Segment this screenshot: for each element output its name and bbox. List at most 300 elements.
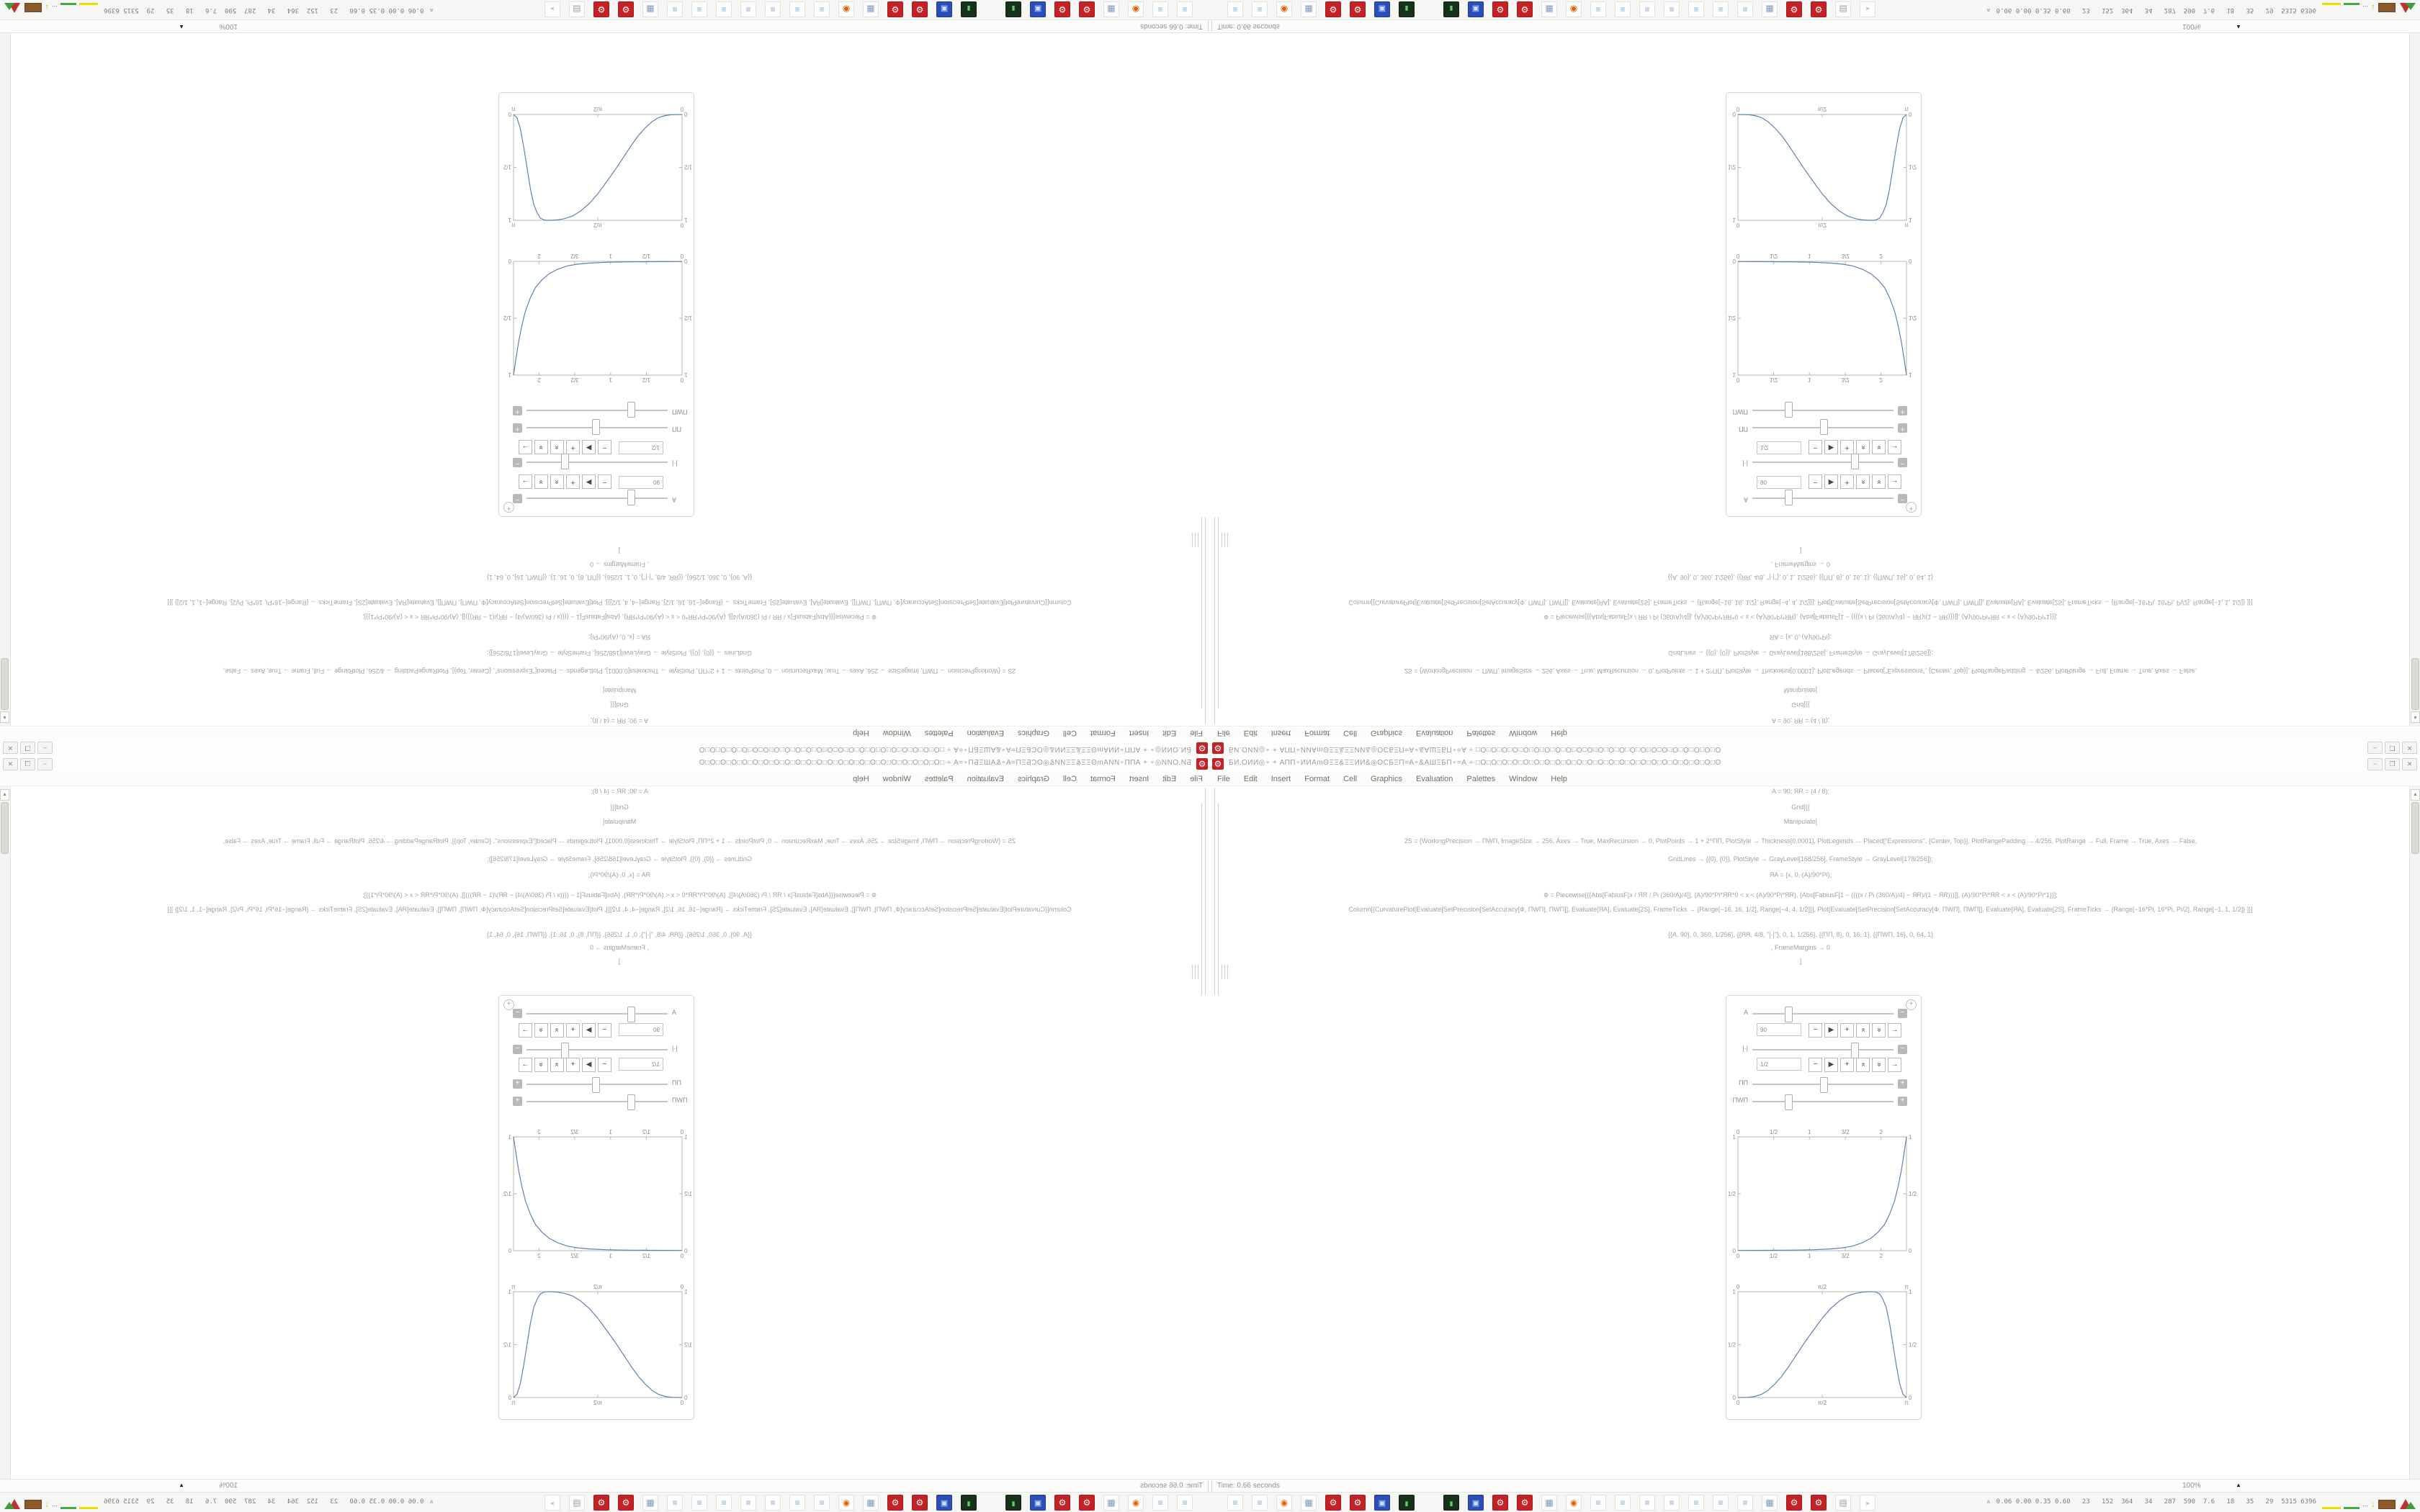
- collapse-toggle[interactable]: −: [513, 1009, 522, 1018]
- text-editor-icon[interactable]: [1252, 1, 1268, 17]
- value-field-r[interactable]: 1/2: [1757, 1058, 1801, 1071]
- terminal-icon[interactable]: [1399, 1495, 1415, 1511]
- text-editor-icon[interactable]: [1664, 1, 1680, 17]
- firefox-icon[interactable]: [1566, 1495, 1582, 1511]
- mathematica-icon[interactable]: [1517, 1495, 1533, 1511]
- calculator-icon[interactable]: [1541, 1, 1557, 17]
- firefox-icon[interactable]: [1566, 1, 1582, 17]
- cell-bracket[interactable]: [1195, 965, 1196, 979]
- mathematica-icon[interactable]: [887, 1, 903, 17]
- slider-nn[interactable]: [526, 1084, 668, 1085]
- expand-toggle[interactable]: +: [513, 423, 522, 433]
- menu-help[interactable]: Help: [853, 774, 869, 783]
- cell-group-bracket[interactable]: [1214, 788, 1215, 995]
- magnification-popup-icon[interactable]: ▲: [179, 1482, 184, 1488]
- slower-button[interactable]: «: [534, 440, 548, 454]
- decrement-button[interactable]: −: [1809, 440, 1822, 454]
- text-editor-icon[interactable]: [716, 1, 732, 17]
- menu-window[interactable]: Window: [882, 774, 911, 783]
- slider-thumb[interactable]: [1820, 419, 1828, 435]
- notebook-scrollbar[interactable]: [2409, 33, 2420, 726]
- text-editor-icon[interactable]: [740, 1, 756, 17]
- dock-separator[interactable]: [1423, 1495, 1435, 1509]
- terminal-icon[interactable]: [1443, 1, 1459, 17]
- decrement-button[interactable]: −: [598, 1058, 611, 1072]
- menu-cell[interactable]: Cell: [1343, 774, 1358, 783]
- faster-button[interactable]: «: [1856, 1058, 1870, 1072]
- chevron-icon[interactable]: «: [427, 1500, 435, 1504]
- calculator-icon[interactable]: [863, 1495, 879, 1511]
- cell-bracket[interactable]: [1227, 965, 1228, 979]
- text-editor-icon[interactable]: [1713, 1495, 1729, 1511]
- expand-toggle[interactable]: +: [1898, 1097, 1907, 1106]
- slider-thumb[interactable]: [1785, 1094, 1793, 1110]
- code-cell-line[interactable]: ]: [618, 547, 621, 554]
- slider-nwn[interactable]: [1752, 410, 1894, 411]
- menu-cell[interactable]: Cell: [1062, 774, 1077, 783]
- direction-button[interactable]: →: [519, 1058, 532, 1072]
- printer-icon[interactable]: [569, 1495, 585, 1511]
- play-button[interactable]: ▶: [582, 440, 596, 454]
- cell-group-bracket[interactable]: [1218, 517, 1219, 708]
- menu-file[interactable]: File: [1190, 774, 1203, 783]
- magnification-popup-icon[interactable]: ▲: [2236, 24, 2241, 30]
- text-editor-icon[interactable]: [1590, 1, 1606, 17]
- menu-cell[interactable]: Cell: [1062, 729, 1077, 738]
- text-editor-icon[interactable]: [1688, 1495, 1704, 1511]
- scrollbar-thumb[interactable]: [1, 658, 9, 710]
- code-cell-line[interactable]: GridLines → {{0}, {0}}, PlotStyle → GrayLevel[168/256], FrameStyle → GrayLevel[178/256]};: [487, 649, 752, 657]
- play-button[interactable]: ▶: [582, 1023, 596, 1038]
- play-button[interactable]: ▶: [582, 1058, 596, 1072]
- code-cell-line[interactable]: Ф = Piecewise[{{Abs[FabiusF[x / ЯR / Pi (360/A)/4]], (A)/90*Pi*ЯR*0 < x < (A)/90*Pi*ЯR}, {Abs[FabiusF[1 − ((((x / Pi (360/A)/4) − ЯR)/(1 − ЯR)))]], (A)/90*Pi*ЯR < x < (A)/90*Pi*1}}];: [362, 613, 877, 621]
- collapse-toggle[interactable]: −: [513, 458, 522, 467]
- decrement-button[interactable]: −: [1809, 1023, 1822, 1038]
- calculator-icon[interactable]: [1103, 1495, 1119, 1511]
- value-field-a[interactable]: 90: [619, 1023, 663, 1036]
- expand-toggle[interactable]: +: [1898, 406, 1907, 415]
- text-editor-icon[interactable]: [1639, 1, 1655, 17]
- text-editor-icon[interactable]: [789, 1, 805, 17]
- menu-window[interactable]: Window: [1509, 774, 1538, 783]
- manipulate-settings-icon[interactable]: +: [1906, 999, 1917, 1010]
- menu-evaluation[interactable]: Evaluation: [967, 774, 1004, 783]
- collapse-toggle[interactable]: −: [513, 1045, 522, 1054]
- code-cell-line[interactable]: Grid[{{: [1791, 804, 1810, 811]
- dock-separator[interactable]: [985, 1495, 997, 1509]
- close-button[interactable]: ✕: [2402, 742, 2417, 754]
- menu-graphics[interactable]: Graphics: [1017, 774, 1049, 783]
- increment-button[interactable]: +: [1840, 440, 1854, 454]
- text-editor-icon[interactable]: [1737, 1, 1753, 17]
- terminal-icon[interactable]: [961, 1, 977, 17]
- code-cell-line[interactable]: Manipulate[: [602, 687, 637, 694]
- direction-button[interactable]: →: [1888, 1023, 1901, 1038]
- menu-insert[interactable]: Insert: [1129, 774, 1150, 783]
- code-cell-line[interactable]: Grid[{{: [1791, 701, 1810, 708]
- text-editor-icon[interactable]: [691, 1, 707, 17]
- value-field-r[interactable]: 1/2: [1757, 441, 1801, 454]
- faster-button[interactable]: «: [550, 440, 564, 454]
- slider-thumb[interactable]: [627, 1094, 635, 1110]
- value-field-r[interactable]: 1/2: [619, 441, 663, 454]
- magnification-control[interactable]: 100%: [219, 1482, 238, 1490]
- code-cell-line[interactable]: Manipulate[: [1783, 687, 1818, 694]
- maximize-button[interactable]: ❐: [2385, 742, 2400, 754]
- text-editor-icon[interactable]: [1227, 1495, 1243, 1511]
- pointer-icon[interactable]: [1860, 1, 1876, 17]
- mathematica-icon[interactable]: [1079, 1495, 1095, 1511]
- menu-format[interactable]: Format: [1304, 729, 1330, 738]
- cell-bracket[interactable]: [1195, 533, 1196, 547]
- collapse-toggle[interactable]: −: [1898, 1009, 1907, 1018]
- text-editor-icon[interactable]: [765, 1495, 781, 1511]
- calculator-icon[interactable]: [1301, 1, 1317, 17]
- value-field-a[interactable]: 90: [1757, 476, 1801, 489]
- text-editor-icon[interactable]: [691, 1495, 707, 1511]
- increment-button[interactable]: +: [1840, 474, 1854, 489]
- cell-bracket[interactable]: [1192, 533, 1193, 547]
- scrollbar-thumb[interactable]: [2411, 658, 2419, 710]
- menu-evaluation[interactable]: Evaluation: [1416, 774, 1453, 783]
- magnification-control[interactable]: 100%: [2182, 1482, 2201, 1490]
- faster-button[interactable]: «: [1856, 1023, 1870, 1038]
- menu-file[interactable]: File: [1217, 774, 1230, 783]
- minimize-button[interactable]: −: [2367, 758, 2383, 770]
- code-cell-line[interactable]: A = 90; ЯR = (4 / 8);: [590, 717, 649, 724]
- increment-button[interactable]: +: [566, 1058, 580, 1072]
- cell-group-bracket[interactable]: [1201, 804, 1202, 995]
- terminal-icon[interactable]: [1005, 1, 1021, 17]
- slider-r[interactable]: [1752, 1049, 1894, 1050]
- minimize-button[interactable]: −: [2367, 742, 2383, 754]
- text-editor-icon[interactable]: [667, 1495, 683, 1511]
- magnification-control[interactable]: 100%: [2182, 22, 2201, 30]
- save-disk-icon[interactable]: [936, 1495, 952, 1511]
- mathematica-icon[interactable]: [593, 1495, 609, 1511]
- pointer-icon[interactable]: [1860, 1495, 1876, 1511]
- mathematica-icon[interactable]: [1811, 1495, 1827, 1511]
- minimize-button[interactable]: −: [37, 758, 53, 770]
- slower-button[interactable]: «: [1872, 440, 1886, 454]
- text-editor-icon[interactable]: [1177, 1, 1193, 17]
- text-editor-icon[interactable]: [1615, 1, 1631, 17]
- code-cell-line[interactable]: {{A, 90}, 0, 360, 1/256}, {{ЯR, 4/8, "|·|"}, 0, 1, 1/256}, {{ПП, 8}, 0, 16, 1}, {{ПWП, 16}, 0, 64, 1}: [1667, 931, 1934, 938]
- mathematica-icon[interactable]: [887, 1495, 903, 1511]
- increment-button[interactable]: +: [566, 1023, 580, 1038]
- firefox-icon[interactable]: [1128, 1495, 1144, 1511]
- slower-button[interactable]: «: [534, 1058, 548, 1072]
- mathematica-icon[interactable]: [1786, 1, 1802, 17]
- chevron-icon[interactable]: «: [427, 8, 435, 12]
- mathematica-icon[interactable]: [618, 1, 634, 17]
- text-editor-icon[interactable]: [814, 1, 830, 17]
- code-cell-line[interactable]: ]: [1799, 547, 1802, 554]
- code-cell-line[interactable]: Column[{CurvaturePlot[Evaluate[SetPrecision[SetAccuracy[Ф, ПWП], ПWП]], Evaluate[ЯA], Evaluate[2S], FrameTicks → {Range[−16, 16, 1/2], Range[−4, 4, 1/2]}], Plot[Evaluate[SetPrecision[SetAccuracy[Ф, ПWП], ПWП]], Evaluate[ЯA], Evaluate[2S], FrameTicks → {Range[−16*Pi, 16*Pi, Pi/2], Range[−1, 1, 1/2]} ]}]: [167, 599, 1072, 606]
- text-editor-icon[interactable]: [1713, 1, 1729, 17]
- pointer-icon[interactable]: [544, 1, 560, 17]
- code-cell-line[interactable]: , FrameMargins → 0: [589, 561, 650, 568]
- mathematica-icon[interactable]: [1054, 1495, 1070, 1511]
- calculator-icon[interactable]: [642, 1, 658, 17]
- mathematica-icon[interactable]: [1054, 1, 1070, 17]
- slower-button[interactable]: «: [534, 1023, 548, 1038]
- code-cell-line[interactable]: GridLines → {{0}, {0}}, PlotStyle → GrayLevel[168/256], FrameStyle → GrayLevel[178/256]};: [1668, 855, 1933, 863]
- decrement-button[interactable]: −: [598, 440, 611, 454]
- code-cell-line[interactable]: Ф = Piecewise[{{Abs[FabiusF[x / ЯR / Pi (360/A)/4]], (A)/90*Pi*ЯR*0 < x < (A)/90*Pi*ЯR}, {Abs[FabiusF[1 − ((((x / Pi (360/A)/4) − ЯR)/(1 − ЯR)))]], (A)/90*Pi*ЯR < x < (A)/90*Pi*1}}];: [1543, 613, 2058, 621]
- menu-format[interactable]: Format: [1090, 729, 1116, 738]
- increment-button[interactable]: +: [1840, 1058, 1854, 1072]
- notebook-scrollbar[interactable]: [0, 33, 11, 726]
- code-cell-line[interactable]: ]: [1799, 958, 1802, 965]
- menu-format[interactable]: Format: [1304, 774, 1330, 783]
- slower-button[interactable]: «: [1872, 1058, 1886, 1072]
- slider-r[interactable]: [1752, 462, 1894, 463]
- mathematica-icon[interactable]: [593, 1, 609, 17]
- expand-toggle[interactable]: +: [1898, 423, 1907, 433]
- dock-separator[interactable]: [985, 3, 997, 17]
- text-editor-icon[interactable]: [716, 1495, 732, 1511]
- decrement-button[interactable]: −: [1809, 1058, 1822, 1072]
- mathematica-icon[interactable]: [1350, 1495, 1366, 1511]
- faster-button[interactable]: «: [550, 474, 564, 489]
- scroll-up-icon[interactable]: ▲: [0, 711, 9, 723]
- manipulate-settings-icon[interactable]: +: [503, 502, 514, 513]
- dock-separator[interactable]: [1423, 3, 1435, 17]
- code-cell-line[interactable]: GridLines → {{0}, {0}}, PlotStyle → GrayLevel[168/256], FrameStyle → GrayLevel[178/256]};: [487, 855, 752, 863]
- text-editor-icon[interactable]: [1664, 1495, 1680, 1511]
- slider-nn[interactable]: [1752, 427, 1894, 428]
- minimize-button[interactable]: −: [37, 742, 53, 754]
- direction-button[interactable]: →: [1888, 474, 1901, 489]
- direction-button[interactable]: →: [1888, 1058, 1901, 1072]
- play-button[interactable]: ▶: [1824, 474, 1838, 489]
- scroll-up-icon[interactable]: ▲: [2411, 789, 2420, 801]
- code-cell-line[interactable]: 2S = {WorkingPrecision → ПWП, ImageSize → 256, Axes → True, MaxRecursion → 0, PlotPoints → 1 + 2^ПП, PlotStyle → Thickness[0.0001], PlotLegends → Placed["Expressions", {Center, Top}], PlotRangePadding → 4/256, PlotRange → Full, Frame → True, Axes → False,: [223, 667, 1016, 675]
- save-disk-icon[interactable]: [1468, 1495, 1484, 1511]
- slower-button[interactable]: «: [534, 474, 548, 489]
- increment-button[interactable]: +: [566, 474, 580, 489]
- menu-graphics[interactable]: Graphics: [1371, 729, 1403, 738]
- play-button[interactable]: ▶: [1824, 1058, 1838, 1072]
- code-cell-line[interactable]: A = 90; ЯR = (4 / 8);: [1771, 717, 1830, 724]
- cell-bracket[interactable]: [1227, 533, 1228, 547]
- maximize-button[interactable]: ❐: [20, 742, 35, 754]
- menu-insert[interactable]: Insert: [1270, 774, 1291, 783]
- slider-thumb[interactable]: [627, 1007, 635, 1022]
- cell-bracket[interactable]: [1192, 965, 1193, 979]
- slider-nn[interactable]: [1752, 1084, 1894, 1085]
- save-disk-icon[interactable]: [1030, 1495, 1046, 1511]
- menu-file[interactable]: File: [1190, 729, 1203, 738]
- text-editor-icon[interactable]: [1227, 1, 1243, 17]
- window-titlebar[interactable]: [0, 756, 1210, 773]
- pointer-icon[interactable]: [544, 1495, 560, 1511]
- menu-palettes[interactable]: Palettes: [924, 729, 954, 738]
- code-cell-line[interactable]: , FrameMargins → 0: [589, 944, 650, 951]
- slider-thumb[interactable]: [1851, 1043, 1859, 1058]
- menu-help[interactable]: Help: [1551, 729, 1567, 738]
- code-cell-line[interactable]: , FrameMargins → 0: [1770, 944, 1831, 951]
- chevron-icon[interactable]: «: [1985, 1500, 1993, 1504]
- scrollbar-thumb[interactable]: [1, 802, 9, 854]
- mathematica-icon[interactable]: [912, 1495, 928, 1511]
- faster-button[interactable]: «: [1856, 474, 1870, 489]
- scrollbar-thumb[interactable]: [2411, 802, 2419, 854]
- menu-palettes[interactable]: Palettes: [924, 774, 954, 783]
- mathematica-icon[interactable]: [1350, 1, 1366, 17]
- cell-bracket[interactable]: [1224, 965, 1225, 979]
- code-cell-line[interactable]: A = 90; ЯR = (4 / 8);: [590, 788, 649, 795]
- code-cell-line[interactable]: Ф = Piecewise[{{Abs[FabiusF[x / ЯR / Pi (360/A)/4]], (A)/90*Pi*ЯR*0 < x < (A)/90*Pi*ЯR}, {Abs[FabiusF[1 − ((((x / Pi (360/A)/4) − ЯR)/(1 − ЯR)))]], (A)/90*Pi*ЯR < x < (A)/90*Pi*1}}];: [362, 891, 877, 899]
- text-editor-icon[interactable]: [789, 1495, 805, 1511]
- cell-group-bracket[interactable]: [1205, 517, 1206, 724]
- value-field-a[interactable]: 90: [1757, 1023, 1801, 1036]
- faster-button[interactable]: «: [550, 1023, 564, 1038]
- direction-button[interactable]: →: [1888, 440, 1901, 454]
- expand-toggle[interactable]: +: [513, 1097, 522, 1106]
- mathematica-icon[interactable]: [912, 1, 928, 17]
- mathematica-icon[interactable]: [1786, 1495, 1802, 1511]
- close-button[interactable]: ✕: [2402, 758, 2417, 770]
- direction-button[interactable]: →: [519, 474, 532, 489]
- menu-edit[interactable]: Edit: [1243, 729, 1258, 738]
- window-titlebar[interactable]: [1210, 739, 2420, 756]
- slider-thumb[interactable]: [1785, 1007, 1793, 1022]
- value-field-a[interactable]: 90: [619, 476, 663, 489]
- menu-graphics[interactable]: Graphics: [1017, 729, 1049, 738]
- code-cell-line[interactable]: ЯA = {x, 0, (A)/90*Pi};: [1769, 634, 1832, 641]
- calculator-icon[interactable]: [1762, 1495, 1778, 1511]
- firefox-icon[interactable]: [1276, 1495, 1292, 1511]
- slider-a[interactable]: [1752, 1013, 1894, 1014]
- faster-button[interactable]: «: [1856, 440, 1870, 454]
- scroll-up-icon[interactable]: ▲: [2411, 711, 2420, 723]
- slider-thumb[interactable]: [1851, 454, 1859, 469]
- slider-thumb[interactable]: [627, 490, 635, 505]
- terminal-icon[interactable]: [1399, 1, 1415, 17]
- text-editor-icon[interactable]: [1590, 1495, 1606, 1511]
- text-editor-icon[interactable]: [1737, 1495, 1753, 1511]
- mathematica-icon[interactable]: [618, 1495, 634, 1511]
- slider-r[interactable]: [526, 462, 668, 463]
- save-disk-icon[interactable]: [936, 1, 952, 17]
- code-cell-line[interactable]: Column[{CurvaturePlot[Evaluate[SetPrecision[SetAccuracy[Ф, ПWП], ПWП]], Evaluate[ЯA], Evaluate[2S], FrameTicks → {Range[−16, 16, 1/2], Range[−4, 4, 1/2]}], Plot[Evaluate[SetPrecision[SetAccuracy[Ф, ПWП], ПWП]], Evaluate[ЯA], Evaluate[2S], FrameTicks → {Range[−16*Pi, 16*Pi, Pi/2], Range[−1, 1, 1/2]} ]}]: [1348, 599, 2253, 606]
- menu-window[interactable]: Window: [1509, 729, 1538, 738]
- save-disk-icon[interactable]: [1374, 1495, 1390, 1511]
- code-cell-line[interactable]: 2S = {WorkingPrecision → ПWП, ImageSize → 256, Axes → True, MaxRecursion → 0, PlotPoints → 1 + 2^ПП, PlotStyle → Thickness[0.0001], PlotLegends → Placed["Expressions", {Center, Top}], PlotRangePadding → 4/256, PlotRange → Full, Frame → True, Axes → False,: [1404, 667, 2197, 675]
- menu-insert[interactable]: Insert: [1129, 729, 1150, 738]
- code-cell-line[interactable]: Grid[{{: [610, 701, 629, 708]
- value-field-r[interactable]: 1/2: [619, 1058, 663, 1071]
- code-cell-line[interactable]: ЯA = {x, 0, (A)/90*Pi};: [1769, 871, 1832, 878]
- code-cell-line[interactable]: ЯA = {x, 0, (A)/90*Pi};: [588, 634, 651, 641]
- expand-toggle[interactable]: +: [513, 1079, 522, 1089]
- slider-thumb[interactable]: [561, 454, 569, 469]
- code-cell-line[interactable]: ЯA = {x, 0, (A)/90*Pi};: [588, 871, 651, 878]
- close-button[interactable]: ✕: [3, 742, 18, 754]
- calculator-icon[interactable]: [1103, 1, 1119, 17]
- terminal-icon[interactable]: [961, 1495, 977, 1511]
- cell-group-bracket[interactable]: [1201, 517, 1202, 708]
- firefox-icon[interactable]: [838, 1495, 854, 1511]
- cell-bracket[interactable]: [1224, 533, 1225, 547]
- decrement-button[interactable]: −: [598, 474, 611, 489]
- collapse-toggle[interactable]: −: [1898, 1045, 1907, 1054]
- text-editor-icon[interactable]: [1615, 1495, 1631, 1511]
- menu-edit[interactable]: Edit: [1162, 774, 1177, 783]
- slider-thumb[interactable]: [592, 419, 600, 435]
- slower-button[interactable]: «: [1872, 1023, 1886, 1038]
- save-disk-icon[interactable]: [1468, 1, 1484, 17]
- slider-a[interactable]: [526, 498, 668, 499]
- decrement-button[interactable]: −: [1809, 474, 1822, 489]
- mathematica-icon[interactable]: [1079, 1, 1095, 17]
- text-editor-icon[interactable]: [667, 1, 683, 17]
- faster-button[interactable]: «: [550, 1058, 564, 1072]
- slider-a[interactable]: [526, 1013, 668, 1014]
- menu-graphics[interactable]: Graphics: [1371, 774, 1403, 783]
- code-cell-line[interactable]: Grid[{{: [610, 804, 629, 811]
- decrement-button[interactable]: −: [598, 1023, 611, 1038]
- notebook-scrollbar[interactable]: [2409, 786, 2420, 1479]
- terminal-icon[interactable]: [1443, 1495, 1459, 1511]
- magnification-popup-icon[interactable]: ▲: [179, 24, 184, 30]
- menu-help[interactable]: Help: [853, 729, 869, 738]
- menu-palettes[interactable]: Palettes: [1466, 774, 1496, 783]
- menu-edit[interactable]: Edit: [1243, 774, 1258, 783]
- code-cell-line[interactable]: {{A, 90}, 0, 360, 1/256}, {{ЯR, 4/8, "|·|"}, 0, 1, 1/256}, {{ПП, 8}, 0, 16, 1}, {{ПWП, 16}, 0, 64, 1}: [1667, 574, 1934, 581]
- expand-toggle[interactable]: +: [513, 406, 522, 415]
- printer-icon[interactable]: [1835, 1495, 1851, 1511]
- code-cell-line[interactable]: {{A, 90}, 0, 360, 1/256}, {{ЯR, 4/8, "|·|"}, 0, 1, 1/256}, {{ПП, 8}, 0, 16, 1}, {{ПWП, 16}, 0, 64, 1}: [486, 574, 753, 581]
- code-cell-line[interactable]: Manipulate[: [1783, 818, 1818, 825]
- menu-format[interactable]: Format: [1090, 774, 1116, 783]
- firefox-icon[interactable]: [1128, 1, 1144, 17]
- slider-thumb[interactable]: [1785, 490, 1793, 505]
- menu-file[interactable]: File: [1217, 729, 1230, 738]
- slider-thumb[interactable]: [1785, 402, 1793, 418]
- cell-group-bracket[interactable]: [1218, 804, 1219, 995]
- text-editor-icon[interactable]: [1639, 1495, 1655, 1511]
- manipulate-settings-icon[interactable]: +: [503, 999, 514, 1010]
- code-cell-line[interactable]: GridLines → {{0}, {0}}, PlotStyle → GrayLevel[168/256], FrameStyle → GrayLevel[178/256]};: [1668, 649, 1933, 657]
- text-editor-icon[interactable]: [814, 1495, 830, 1511]
- slider-nwn[interactable]: [1752, 1101, 1894, 1102]
- slider-a[interactable]: [1752, 498, 1894, 499]
- increment-button[interactable]: +: [566, 440, 580, 454]
- slider-thumb[interactable]: [1820, 1077, 1828, 1093]
- text-editor-icon[interactable]: [1152, 1495, 1168, 1511]
- mathematica-icon[interactable]: [1492, 1, 1508, 17]
- slider-nwn[interactable]: [526, 410, 668, 411]
- menu-cell[interactable]: Cell: [1343, 729, 1358, 738]
- text-editor-icon[interactable]: [1177, 1495, 1193, 1511]
- calculator-icon[interactable]: [1301, 1495, 1317, 1511]
- collapse-toggle[interactable]: −: [1898, 494, 1907, 503]
- slower-button[interactable]: «: [1872, 474, 1886, 489]
- slider-thumb[interactable]: [561, 1043, 569, 1058]
- collapse-toggle[interactable]: −: [1898, 458, 1907, 467]
- direction-button[interactable]: →: [519, 440, 532, 454]
- code-cell-line[interactable]: {{A, 90}, 0, 360, 1/256}, {{ЯR, 4/8, "|·|"}, 0, 1, 1/256}, {{ПП, 8}, 0, 16, 1}, {{ПWП, 16}, 0, 64, 1}: [486, 931, 753, 938]
- menu-edit[interactable]: Edit: [1162, 729, 1177, 738]
- slider-r[interactable]: [526, 1049, 668, 1050]
- menu-evaluation[interactable]: Evaluation: [1416, 729, 1453, 738]
- play-button[interactable]: ▶: [1824, 440, 1838, 454]
- mathematica-icon[interactable]: [1325, 1, 1341, 17]
- chevron-icon[interactable]: «: [1985, 8, 1993, 12]
